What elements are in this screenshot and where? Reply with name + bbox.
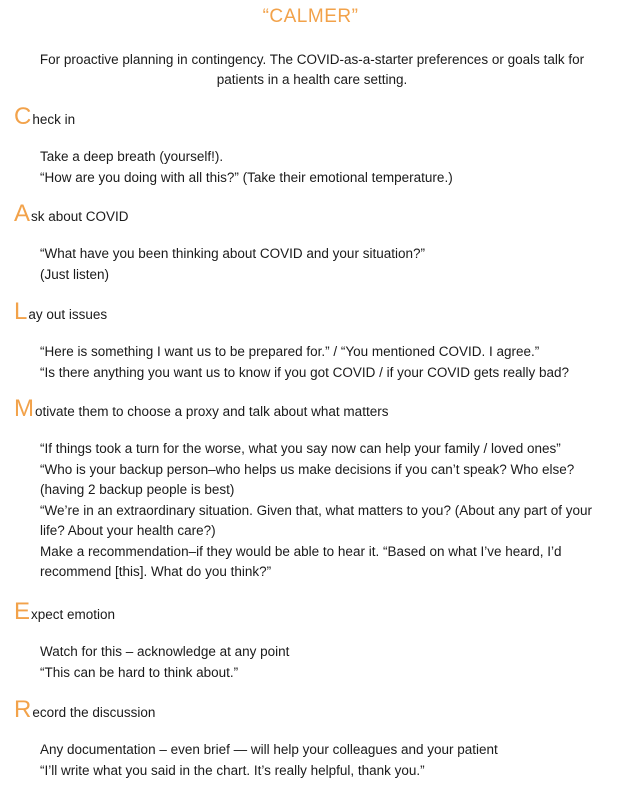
heading-text: otivate them to choose a proxy and talk about what matters (35, 404, 389, 419)
page-title: “CALMER” (262, 6, 359, 27)
section-heading (14, 599, 614, 625)
section-heading (14, 104, 614, 130)
acronym-letter: R (14, 696, 32, 723)
body-line: Any documentation – even brief — will help your colleagues and your patient (40, 742, 498, 757)
body-line: (Just listen) (40, 266, 110, 282)
body-line: “We’re in an extraordinary situation. Given that, what matters to you? (About any part of your life? About your health care?) (40, 502, 593, 538)
body-line: Make a recommendation–if they would be able to hear it. “Based on what I’ve heard, I’d recommend [this]. What do you think?” (40, 543, 562, 579)
heading-text: ecord the discussion (32, 705, 156, 720)
body-line: “If things took a turn for the worse, what you say now can help your family / loved ones” (40, 441, 561, 456)
acronym-letter: A (14, 200, 31, 227)
body-line: “What have you been thinking about COVID and your situation?” (40, 246, 425, 261)
section-heading (14, 697, 614, 723)
section-motivate (14, 396, 614, 583)
body-line: Watch for this – acknowledge at any point (40, 644, 290, 659)
section-heading (14, 299, 614, 325)
section-heading (14, 396, 614, 422)
acronym-letter: E (14, 598, 31, 625)
body-line: “This can be hard to think about.” (40, 664, 239, 680)
heading-text: ay out issues (28, 307, 108, 322)
heading-text: xpect emotion (31, 607, 116, 622)
section-body (14, 740, 620, 781)
section-body (14, 439, 620, 583)
body-line: “Who is your backup person–who helps us make decisions if you can’t speak? Who else? (having 2 backup people is best) (40, 461, 575, 497)
section-heading (14, 201, 614, 227)
section-expect-emotion (14, 599, 614, 683)
body-line: “How are you doing with all this?” (Take their emotional temperature.) (40, 169, 453, 185)
body-line: “Is there anything you want us to know if you got COVID / if your COVID gets really bad? (40, 364, 569, 380)
section-check-in (14, 104, 614, 188)
body-line: Take a deep breath (yourself!). (40, 149, 224, 164)
body-line: “Here is something I want us to be prepared for.” / “You mentioned COVID. I agree.” (40, 344, 540, 359)
section-record-discussion (14, 697, 614, 781)
section-ask-about-covid (14, 201, 614, 285)
section-body (14, 244, 620, 285)
body-line: “I’ll write what you said in the chart. It’s really helpful, thank you.” (40, 762, 425, 778)
heading-text: sk about COVID (31, 209, 129, 224)
heading-text: heck in (32, 112, 76, 127)
intro-text: For proactive planning in contingency. The COVID-as-a-starter preferences or goals talk for patients in a health care setting. (39, 52, 585, 87)
acronym-letter: M (14, 395, 34, 422)
acronym-letter: L (14, 298, 28, 325)
acronym-letter: C (14, 103, 32, 130)
section-body (14, 147, 620, 188)
section-body (14, 342, 620, 383)
section-lay-out-issues (14, 299, 614, 383)
section-body (14, 642, 620, 683)
